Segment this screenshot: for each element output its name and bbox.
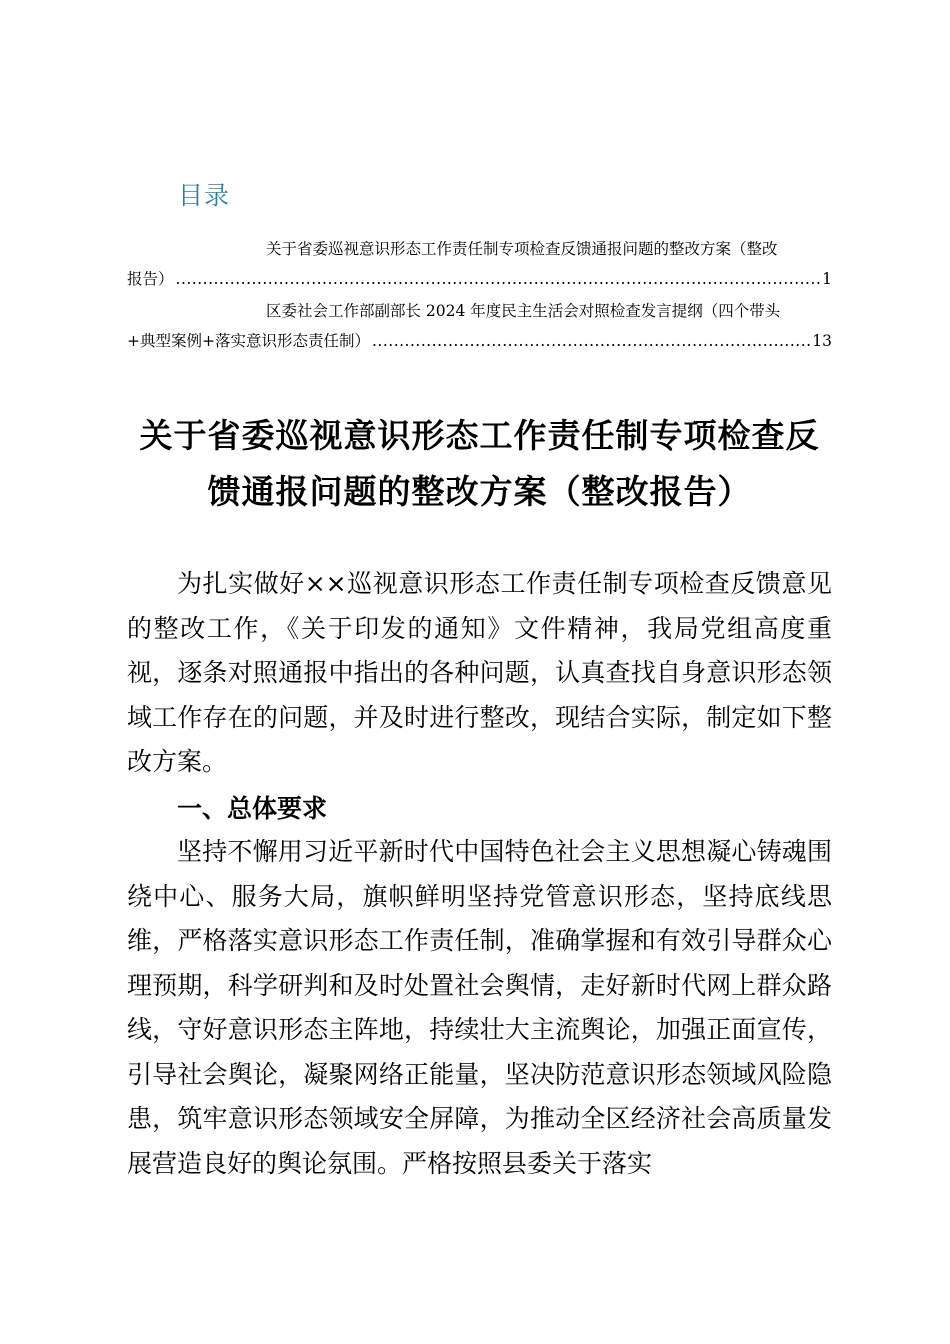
toc-entry-continuation xyxy=(127,326,832,356)
toc-entry-continuation xyxy=(127,264,832,294)
toc-page-number: 1 xyxy=(822,270,832,288)
section-heading: 一、总体要求 xyxy=(177,794,328,823)
document-title xyxy=(127,408,832,520)
toc-leader-dots xyxy=(372,326,810,346)
toc-entry-title: 关于省委巡视意识形态工作责任制专项检查反馈通报问题的整改方案（整改 xyxy=(266,240,778,258)
document-title-line: 关于省委巡视意识形态工作责任制专项检查反 xyxy=(139,416,820,455)
toc-entry-title-end: +典型案例+落实意识形态责任制） xyxy=(127,332,370,350)
toc-entry-title-end: 报告） xyxy=(127,270,174,288)
toc-entry-title: 区委社会工作部副部长 2024 年度民主生活会对照检查发言提纲（四个带头 xyxy=(266,302,781,320)
section-paragraph: 坚持不懈用习近平新时代中国特色社会主义思想凝心铸魂围绕中心、服务大局，旗帜鲜明坚持党管意识形态，坚持底线思维，严格落实意识形态工作责任制，准确掌握和有效引导群众心理预期，科学研判和及时处置社会舆情，走好新时代网上群众路线，守好意识形态主阵地，持续壮大主流舆论，加强正面宣传，引导社会舆论，凝聚网络正能量，坚决防范意识形态领域风险隐患，筑牢意识形态领域安全屏障，为推动全区经济社会高质量发展营造良好的舆论氛围。严格按照县委关于落实 xyxy=(127,837,832,1178)
toc-entry[interactable] xyxy=(127,296,832,356)
document-title-line: 馈通报问题的整改方案（整改报告） xyxy=(207,472,752,511)
toc-page-number: 13 xyxy=(812,332,832,350)
toc-heading: 目录 xyxy=(178,181,231,210)
intro-paragraph: 为扎实做好××巡视意识形态工作责任制专项检查反馈意见的整改工作，《关于印发的通知》文件精神，我局党组高度重视，逐条对照通报中指出的各种问题，认真查找自身意识形态领域工作存在的问题，并及时进行整改，现结合实际，制定如下整改方案。 xyxy=(127,569,832,776)
toc-leader-dots xyxy=(176,264,821,284)
toc-entry[interactable] xyxy=(127,234,832,294)
